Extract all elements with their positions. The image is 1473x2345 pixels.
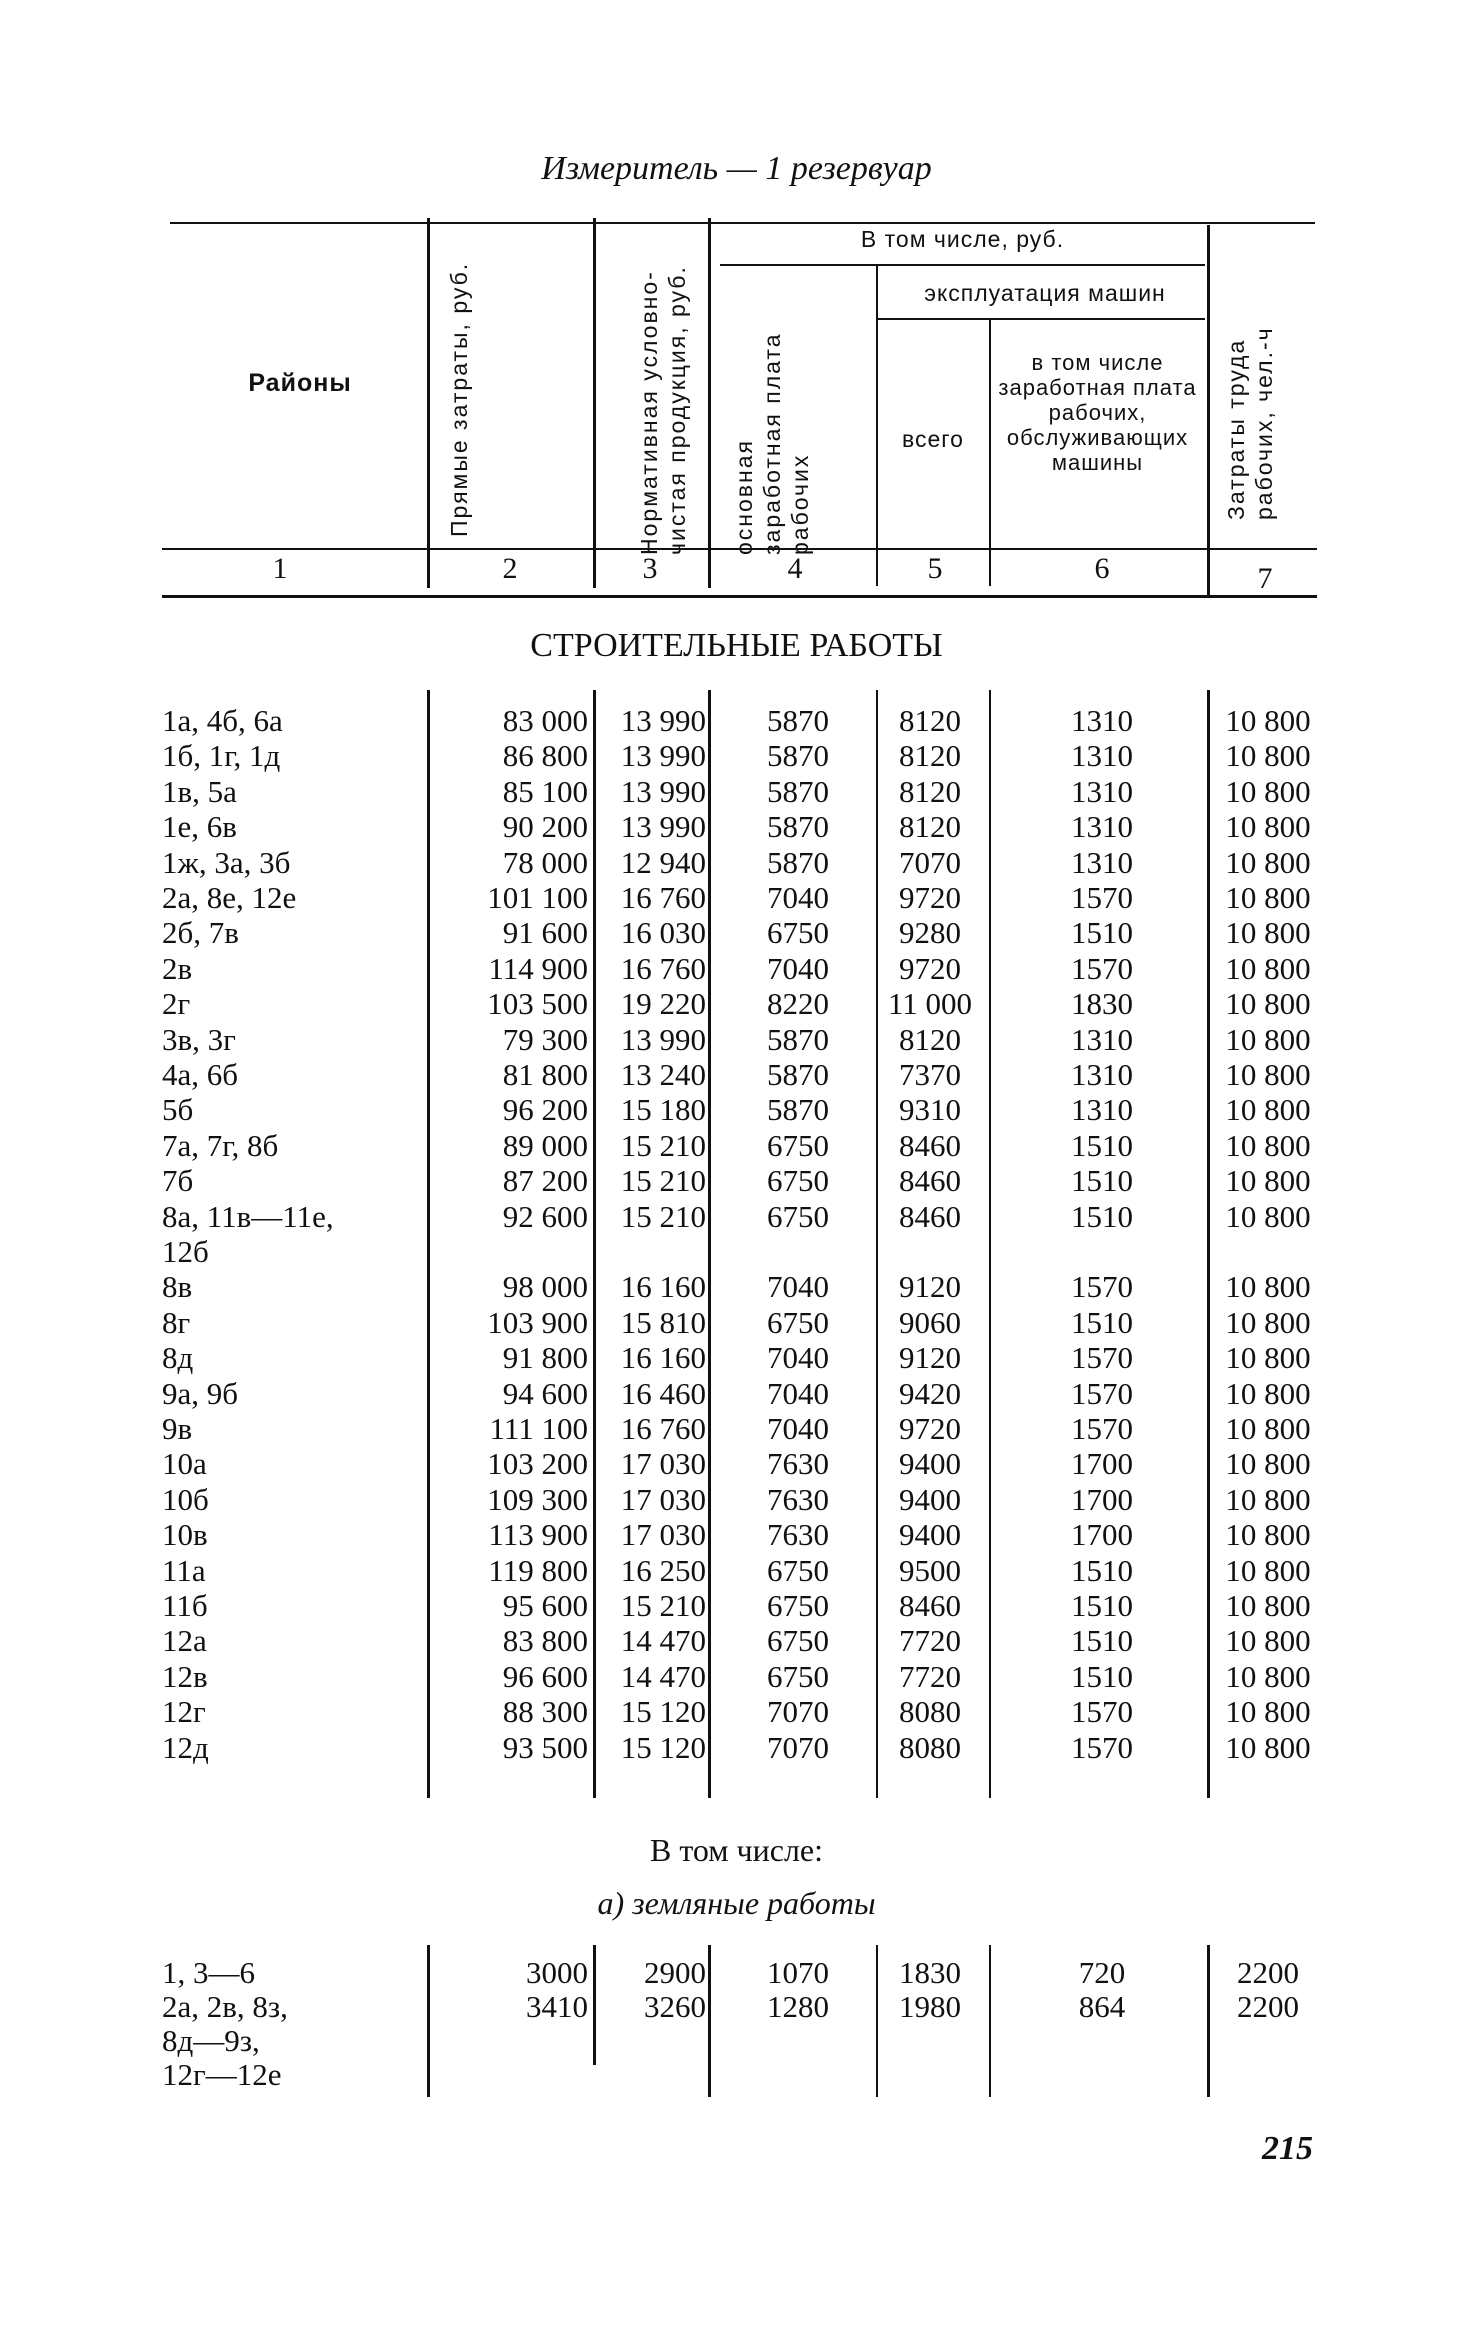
value-cell: 91 600 xyxy=(502,915,588,951)
table-row xyxy=(0,1376,1473,1412)
value-cell: 10 800 xyxy=(1225,950,1311,986)
subsection-title: В том числе: xyxy=(649,1832,824,1868)
value-cell: 10 800 xyxy=(1225,1446,1311,1482)
value-cell: 10 800 xyxy=(1225,1694,1311,1730)
region-cell: 9в xyxy=(162,1411,193,1446)
value-cell: 6750 xyxy=(767,1163,829,1199)
region-cell: 11б xyxy=(162,1588,208,1623)
region-cell: 8д xyxy=(162,1340,194,1376)
table-row xyxy=(0,2023,1473,2059)
header-divider-5 xyxy=(989,318,991,586)
value-cell: 103 200 xyxy=(487,1446,588,1482)
table-row xyxy=(0,1340,1473,1376)
value-cell: 10 800 xyxy=(1225,738,1311,774)
value-cell: 1510 xyxy=(1071,915,1133,951)
value-cell: 15 210 xyxy=(620,1163,706,1199)
value-cell: 6750 xyxy=(767,1127,829,1163)
value-cell: 13 990 xyxy=(620,1021,706,1057)
value-cell: 1310 xyxy=(1071,738,1133,774)
region-cell: 10в xyxy=(162,1517,208,1553)
value-cell: 1510 xyxy=(1071,1623,1133,1659)
value-cell: 7720 xyxy=(899,1658,961,1694)
value-cell: 1510 xyxy=(1071,1198,1133,1234)
region-cell: 11а xyxy=(162,1552,206,1588)
value-cell: 864 xyxy=(1078,1989,1126,2024)
col-number-7: 7 xyxy=(1257,562,1273,595)
region-cell: 7б xyxy=(162,1163,194,1199)
value-cell: 10 800 xyxy=(1225,809,1311,845)
table-row xyxy=(0,1092,1473,1128)
value-cell: 13 240 xyxy=(620,1057,706,1092)
table-row xyxy=(0,1022,1473,1058)
value-cell: 16 030 xyxy=(620,915,706,951)
value-cell: 8120 xyxy=(899,703,961,738)
table-row xyxy=(0,915,1473,951)
value-cell: 12 940 xyxy=(620,844,706,880)
table-row xyxy=(0,1989,1473,2025)
region-cell: 7а, 7г, 8б xyxy=(162,1127,279,1163)
value-cell: 5870 xyxy=(767,773,829,809)
value-cell: 10 800 xyxy=(1225,1481,1311,1517)
page-number: 215 xyxy=(1262,2130,1313,2167)
region-cell: 8г xyxy=(162,1304,191,1340)
header-group: В том числе, руб. xyxy=(860,226,1065,252)
value-cell: 8120 xyxy=(899,1021,961,1057)
region-cell: 8д—9з, xyxy=(162,2023,260,2058)
value-cell: 15 120 xyxy=(620,1694,706,1730)
value-cell: 9400 xyxy=(899,1481,961,1517)
value-cell: 9720 xyxy=(899,880,961,915)
value-cell: 98 000 xyxy=(502,1269,588,1305)
value-cell: 3410 xyxy=(526,1989,588,2024)
value-cell: 1510 xyxy=(1071,1588,1133,1623)
region-cell: 1ж, 3а, 3б xyxy=(162,844,291,880)
value-cell: 6750 xyxy=(767,1658,829,1694)
region-cell: 12в xyxy=(162,1658,208,1694)
value-cell: 89 000 xyxy=(502,1127,588,1163)
table-row xyxy=(0,1588,1473,1624)
value-cell: 7630 xyxy=(767,1517,829,1553)
value-cell: 10 800 xyxy=(1225,1021,1311,1057)
value-cell: 7370 xyxy=(899,1057,961,1092)
value-cell: 96 200 xyxy=(502,1092,588,1128)
col-number-5: 5 xyxy=(927,552,943,585)
region-cell: 1, 3—6 xyxy=(162,1955,255,1990)
table-row xyxy=(0,1659,1473,1695)
value-cell: 10 800 xyxy=(1225,880,1311,915)
value-cell: 9420 xyxy=(899,1375,961,1411)
table-row xyxy=(0,738,1473,774)
value-cell: 8120 xyxy=(899,773,961,809)
value-cell: 15 210 xyxy=(620,1198,706,1234)
value-cell: 1310 xyxy=(1071,1021,1133,1057)
value-cell: 6750 xyxy=(767,1623,829,1659)
header-divider-2 xyxy=(593,218,596,588)
value-cell: 119 800 xyxy=(488,1552,588,1588)
value-cell: 16 760 xyxy=(620,880,706,915)
section-title: СТРОИТЕЛЬНЫЕ РАБОТЫ xyxy=(530,627,943,664)
value-cell: 1700 xyxy=(1071,1517,1133,1553)
value-cell: 3260 xyxy=(644,1989,706,2024)
value-cell: 15 120 xyxy=(620,1729,706,1765)
value-cell: 7070 xyxy=(767,1729,829,1765)
value-cell: 7040 xyxy=(767,1340,829,1376)
value-cell: 9500 xyxy=(899,1552,961,1588)
col-number-2: 2 xyxy=(502,552,518,585)
value-cell: 1570 xyxy=(1071,1269,1133,1305)
value-cell: 1570 xyxy=(1071,1694,1133,1730)
value-cell: 3000 xyxy=(526,1955,588,1990)
value-cell: 1510 xyxy=(1071,1658,1133,1694)
value-cell: 103 500 xyxy=(487,986,588,1022)
value-cell: 10 800 xyxy=(1225,703,1311,738)
value-cell: 1570 xyxy=(1071,1411,1133,1446)
value-cell: 6750 xyxy=(767,1304,829,1340)
value-cell: 10 800 xyxy=(1225,1198,1311,1234)
value-cell: 1570 xyxy=(1071,1375,1133,1411)
value-cell: 1510 xyxy=(1071,1163,1133,1199)
value-cell: 720 xyxy=(1078,1955,1126,1990)
table-row xyxy=(0,1128,1473,1164)
region-cell: 2а, 2в, 8з, xyxy=(162,1989,288,2024)
value-cell: 5870 xyxy=(767,1021,829,1057)
region-cell: 1а, 4б, 6а xyxy=(162,703,283,738)
table-row xyxy=(0,809,1473,845)
value-cell: 10 800 xyxy=(1225,1375,1311,1411)
value-cell: 13 990 xyxy=(620,703,706,738)
table-row xyxy=(0,774,1473,810)
region-cell: 12а xyxy=(162,1623,207,1659)
value-cell: 7630 xyxy=(767,1446,829,1482)
table-row xyxy=(0,1234,1473,1270)
value-cell: 6750 xyxy=(767,1588,829,1623)
value-cell: 6750 xyxy=(767,1552,829,1588)
group-rule xyxy=(720,264,1205,266)
region-cell: 8а, 11в—11е, xyxy=(162,1198,334,1234)
value-cell: 10 800 xyxy=(1225,844,1311,880)
value-cell: 10 800 xyxy=(1225,1057,1311,1092)
value-cell: 1700 xyxy=(1071,1446,1133,1482)
machines-rule xyxy=(876,318,1205,320)
header-col5: всего xyxy=(902,426,964,452)
table-row xyxy=(0,1446,1473,1482)
value-cell: 7040 xyxy=(767,1269,829,1305)
value-cell: 10 800 xyxy=(1225,1127,1311,1163)
value-cell: 9720 xyxy=(899,1411,961,1446)
value-cell: 17 030 xyxy=(620,1517,706,1553)
value-cell: 1570 xyxy=(1071,1729,1133,1765)
region-cell: 2б, 7в xyxy=(162,915,239,951)
value-cell: 8080 xyxy=(899,1729,961,1765)
value-cell: 7630 xyxy=(767,1481,829,1517)
value-cell: 1570 xyxy=(1071,950,1133,986)
value-cell: 1510 xyxy=(1071,1304,1133,1340)
value-cell: 7040 xyxy=(767,950,829,986)
value-cell: 9400 xyxy=(899,1446,961,1482)
value-cell: 13 990 xyxy=(620,773,706,809)
value-cell: 13 990 xyxy=(620,738,706,774)
value-cell: 7070 xyxy=(899,844,961,880)
value-cell: 9280 xyxy=(899,915,961,951)
value-cell: 1310 xyxy=(1071,809,1133,845)
table-row xyxy=(0,986,1473,1022)
value-cell: 2200 xyxy=(1237,1989,1299,2024)
value-cell: 16 760 xyxy=(620,1411,706,1446)
value-cell: 10 800 xyxy=(1225,1517,1311,1553)
value-cell: 9310 xyxy=(899,1092,961,1128)
value-cell: 15 210 xyxy=(620,1127,706,1163)
value-cell: 10 800 xyxy=(1225,1340,1311,1376)
table-row xyxy=(0,1199,1473,1235)
value-cell: 1700 xyxy=(1071,1481,1133,1517)
value-cell: 9400 xyxy=(899,1517,961,1553)
value-cell: 1570 xyxy=(1071,880,1133,915)
table-row xyxy=(0,880,1473,916)
value-cell: 1280 xyxy=(767,1989,829,2024)
value-cell: 10 800 xyxy=(1225,1552,1311,1588)
value-cell: 9720 xyxy=(899,950,961,986)
value-cell: 10 800 xyxy=(1225,1092,1311,1128)
region-cell: 1в, 5а xyxy=(162,773,237,809)
table-row xyxy=(0,1730,1473,1766)
region-cell: 2а, 8е, 12е xyxy=(162,880,297,915)
value-cell: 16 160 xyxy=(620,1269,706,1305)
value-cell: 6750 xyxy=(767,1198,829,1234)
region-cell: 1е, 6в xyxy=(162,809,237,845)
table-row xyxy=(0,1269,1473,1305)
value-cell: 86 800 xyxy=(502,738,588,774)
value-cell: 91 800 xyxy=(502,1340,588,1376)
value-cell: 10 800 xyxy=(1225,1729,1311,1765)
table-row xyxy=(0,1553,1473,1589)
value-cell: 93 500 xyxy=(502,1729,588,1765)
region-cell: 8в xyxy=(162,1269,193,1305)
table-row xyxy=(0,1305,1473,1341)
header-col2: Прямые затраты, руб. xyxy=(446,261,472,537)
value-cell: 83 800 xyxy=(502,1623,588,1659)
value-cell: 8460 xyxy=(899,1588,961,1623)
header-col1: Районы xyxy=(248,369,352,397)
value-cell: 7070 xyxy=(767,1694,829,1730)
header-col4: основная заработная плата рабочих xyxy=(731,332,813,555)
value-cell: 78 000 xyxy=(502,844,588,880)
header-divider-1 xyxy=(427,218,430,588)
value-cell: 8120 xyxy=(899,738,961,774)
value-cell: 79 300 xyxy=(502,1021,588,1057)
region-cell: 3в, 3г xyxy=(162,1021,236,1057)
header-machines: эксплуатация машин xyxy=(924,280,1166,306)
region-cell: 5б xyxy=(162,1092,194,1128)
value-cell: 113 900 xyxy=(488,1517,588,1553)
value-cell: 10 800 xyxy=(1225,773,1311,809)
header-col7: Затраты труда рабочих, чел.-ч xyxy=(1223,326,1277,520)
value-cell: 109 300 xyxy=(487,1481,588,1517)
value-cell: 8460 xyxy=(899,1127,961,1163)
value-cell: 16 460 xyxy=(620,1375,706,1411)
value-cell: 1830 xyxy=(1071,986,1133,1022)
value-cell: 95 600 xyxy=(502,1588,588,1623)
table-row xyxy=(0,1163,1473,1199)
region-cell: 10а xyxy=(162,1446,207,1482)
value-cell: 8460 xyxy=(899,1198,961,1234)
region-cell: 9а, 9б xyxy=(162,1375,239,1411)
region-cell: 1б, 1г, 1д xyxy=(162,738,281,774)
col-number-4: 4 xyxy=(787,552,803,585)
value-cell: 8220 xyxy=(767,986,829,1022)
region-cell: 10б xyxy=(162,1481,209,1517)
value-cell: 1310 xyxy=(1071,1092,1133,1128)
value-cell: 15 180 xyxy=(620,1092,706,1128)
header-top-rule xyxy=(170,222,1315,224)
value-cell: 1980 xyxy=(899,1989,961,2024)
value-cell: 16 250 xyxy=(620,1552,706,1588)
value-cell: 10 800 xyxy=(1225,986,1311,1022)
value-cell: 17 030 xyxy=(620,1446,706,1482)
value-cell: 87 200 xyxy=(502,1163,588,1199)
value-cell: 15 210 xyxy=(620,1588,706,1623)
value-cell: 10 800 xyxy=(1225,1658,1311,1694)
value-cell: 92 600 xyxy=(502,1198,588,1234)
table-row xyxy=(0,1694,1473,1730)
value-cell: 10 800 xyxy=(1225,1304,1311,1340)
value-cell: 8080 xyxy=(899,1694,961,1730)
value-cell: 1510 xyxy=(1071,1552,1133,1588)
value-cell: 5870 xyxy=(767,1057,829,1092)
value-cell: 1570 xyxy=(1071,1340,1133,1376)
value-cell: 13 990 xyxy=(620,809,706,845)
table-row xyxy=(0,703,1473,739)
table-row xyxy=(0,1482,1473,1518)
value-cell: 96 600 xyxy=(502,1658,588,1694)
table-row xyxy=(0,951,1473,987)
value-cell: 114 900 xyxy=(488,950,588,986)
table-row xyxy=(0,1517,1473,1553)
table-row xyxy=(0,1955,1473,1991)
value-cell: 5870 xyxy=(767,738,829,774)
value-cell: 10 800 xyxy=(1225,1588,1311,1623)
col-number-1: 1 xyxy=(272,552,288,585)
value-cell: 16 760 xyxy=(620,950,706,986)
value-cell: 10 800 xyxy=(1225,1623,1311,1659)
table-row xyxy=(0,845,1473,881)
value-cell: 1310 xyxy=(1071,844,1133,880)
table-row xyxy=(0,2057,1473,2093)
value-cell: 7040 xyxy=(767,880,829,915)
value-cell: 6750 xyxy=(767,915,829,951)
table-row xyxy=(0,1057,1473,1093)
value-cell: 81 800 xyxy=(502,1057,588,1092)
region-cell: 2в xyxy=(162,950,193,986)
value-cell: 14 470 xyxy=(620,1658,706,1694)
value-cell: 85 100 xyxy=(502,773,588,809)
value-cell: 2200 xyxy=(1237,1955,1299,1990)
value-cell: 103 900 xyxy=(487,1304,588,1340)
region-cell: 12д xyxy=(162,1729,209,1765)
region-cell: 12б xyxy=(162,1234,209,1269)
page-title: Измеритель — 1 резервуар xyxy=(541,150,932,187)
value-cell: 101 100 xyxy=(487,880,588,915)
header-divider-4 xyxy=(876,264,878,586)
value-cell: 9060 xyxy=(899,1304,961,1340)
col-number-6: 6 xyxy=(1094,552,1110,585)
value-cell: 88 300 xyxy=(502,1694,588,1730)
header-col3: Нормативная условно-чистая продукция, руб. xyxy=(636,265,690,555)
value-cell: 16 160 xyxy=(620,1340,706,1376)
value-cell: 7040 xyxy=(767,1375,829,1411)
value-cell: 19 220 xyxy=(620,986,706,1022)
value-cell: 14 470 xyxy=(620,1623,706,1659)
value-cell: 1310 xyxy=(1071,1057,1133,1092)
value-cell: 1310 xyxy=(1071,703,1133,738)
value-cell: 7040 xyxy=(767,1411,829,1446)
value-cell: 1070 xyxy=(767,1955,829,1990)
value-cell: 1510 xyxy=(1071,1127,1133,1163)
value-cell: 111 100 xyxy=(489,1411,588,1446)
region-cell: 12г xyxy=(162,1694,206,1730)
value-cell: 90 200 xyxy=(502,809,588,845)
header-col6: в том числе заработная плата рабочих, обслуживающих машины xyxy=(998,350,1197,475)
value-cell: 1310 xyxy=(1071,773,1133,809)
value-cell: 10 800 xyxy=(1225,1269,1311,1305)
col-number-3: 3 xyxy=(642,552,658,585)
value-cell: 9120 xyxy=(899,1340,961,1376)
region-cell: 4а, 6б xyxy=(162,1057,239,1092)
value-cell: 2900 xyxy=(644,1955,706,1990)
value-cell: 8120 xyxy=(899,809,961,845)
value-cell: 17 030 xyxy=(620,1481,706,1517)
value-cell: 5870 xyxy=(767,703,829,738)
region-cell: 12г—12е xyxy=(162,2057,282,2092)
value-cell: 15 810 xyxy=(620,1304,706,1340)
value-cell: 7720 xyxy=(899,1623,961,1659)
subsection-item: а) земляные работы xyxy=(597,1885,876,1921)
region-cell: 2г xyxy=(162,986,191,1022)
value-cell: 83 000 xyxy=(502,703,588,738)
value-cell: 94 600 xyxy=(502,1375,588,1411)
value-cell: 10 800 xyxy=(1225,1411,1311,1446)
table-row xyxy=(0,1623,1473,1659)
value-cell: 9120 xyxy=(899,1269,961,1305)
value-cell: 8460 xyxy=(899,1163,961,1199)
value-cell: 11 000 xyxy=(887,986,973,1022)
value-cell: 10 800 xyxy=(1225,1163,1311,1199)
numbers-bottom-rule xyxy=(162,595,1317,598)
value-cell: 5870 xyxy=(767,1092,829,1128)
value-cell: 5870 xyxy=(767,844,829,880)
value-cell: 10 800 xyxy=(1225,915,1311,951)
value-cell: 5870 xyxy=(767,809,829,845)
value-cell: 1830 xyxy=(899,1955,961,1990)
table-row xyxy=(0,1411,1473,1447)
